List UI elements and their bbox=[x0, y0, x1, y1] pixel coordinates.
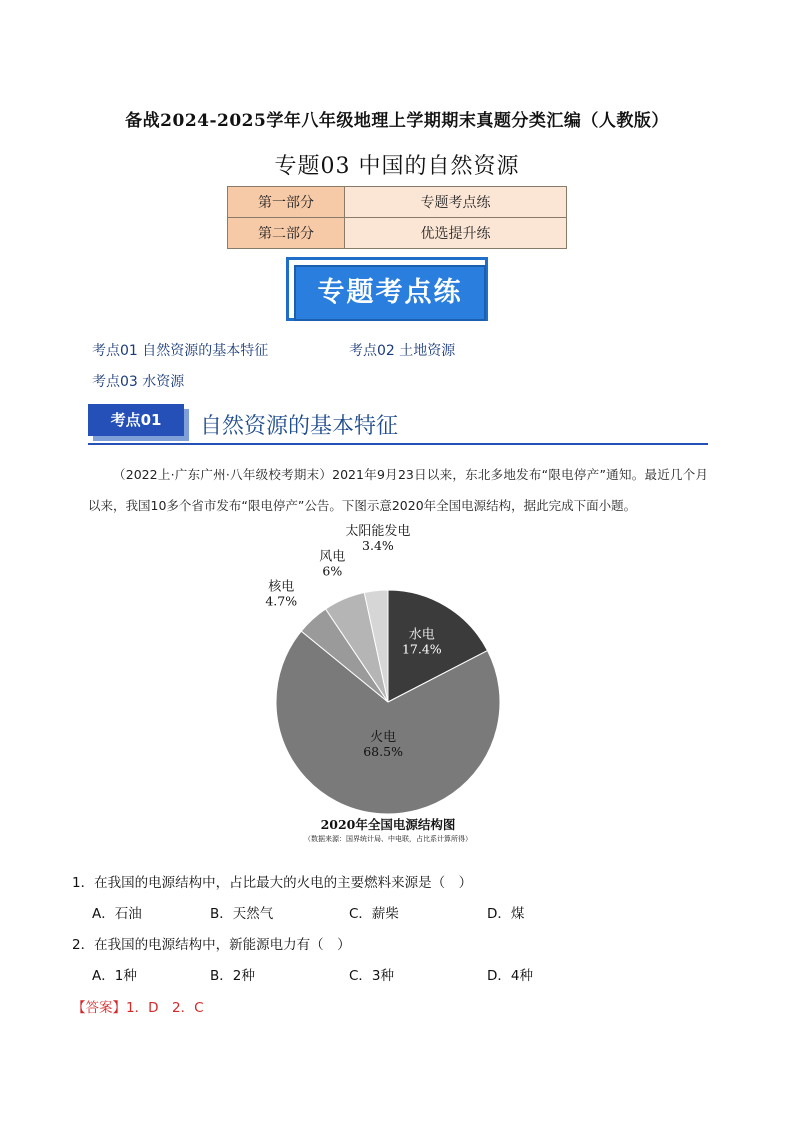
banner-label: 专题考点练 bbox=[294, 265, 486, 321]
pie-slice-label: 风电 bbox=[319, 549, 346, 565]
pie-slice-label: 核电 bbox=[268, 579, 295, 595]
chart-source-note: （数据来源：国界统计局、中电联，占比系计算所得） bbox=[304, 835, 472, 843]
parts-table bbox=[227, 186, 567, 249]
part-label: 第二部分 bbox=[228, 218, 345, 249]
kaodian-link-1[interactable]: 考点01 自然资源的基本特征 bbox=[92, 343, 269, 359]
question-1-option-c[interactable]: C．薪柴 bbox=[349, 906, 399, 922]
question-1-option-d[interactable]: D．煤 bbox=[487, 906, 525, 922]
question-2-option-c[interactable]: C．3种 bbox=[349, 968, 395, 984]
pie-slice-value: 6% bbox=[322, 563, 343, 579]
question-2-option-b[interactable]: B．2种 bbox=[210, 968, 255, 984]
question-2-option-a[interactable]: A．1种 bbox=[92, 968, 137, 984]
document-title: 备战2024-2025学年八年级地理上学期期末真题分类汇编（人教版） bbox=[125, 111, 669, 131]
question-stem: （2022上·广东广州·八年级校考期末）2021年9月23日以来，东北多地发布“限电停产”通知。最近几个月以来，我国10多个省市发布“限电停产”公告。下图示意2020年全国电源结构，据此完成下面小题。 bbox=[88, 467, 708, 513]
pie-slice-label: 火电 bbox=[370, 729, 397, 745]
part-name: 专题考点练 bbox=[345, 187, 567, 218]
section-tag-box bbox=[88, 404, 192, 442]
section-banner bbox=[286, 257, 498, 325]
pie-slices bbox=[276, 590, 500, 814]
answer-key: 【答案】1．D 2．C bbox=[72, 1000, 204, 1016]
kaodian-link-3[interactable]: 考点03 水资源 bbox=[92, 374, 185, 390]
topic-title: 专题03 中国的自然资源 bbox=[274, 154, 520, 179]
table-row bbox=[228, 187, 567, 218]
power-structure-pie-chart bbox=[264, 523, 534, 844]
section-title: 自然资源的基本特征 bbox=[200, 414, 399, 439]
part-name: 优选提升练 bbox=[345, 218, 567, 249]
pie-slice-value: 17.4% bbox=[401, 641, 442, 657]
pie-slice-value: 4.7% bbox=[265, 593, 298, 609]
pie-slice-value: 68.5% bbox=[363, 743, 403, 759]
kaodian-link-2[interactable]: 考点02 土地资源 bbox=[349, 343, 456, 359]
pie-slice-label: 水电 bbox=[408, 627, 435, 643]
chart-title: 2020年全国电源结构图 bbox=[320, 817, 456, 832]
section-tag: 考点01 bbox=[88, 404, 184, 436]
question-1: 1．在我国的电源结构中，占比最大的火电的主要燃料来源是（ ） bbox=[72, 875, 473, 891]
part-label: 第一部分 bbox=[228, 187, 345, 218]
table-row bbox=[228, 218, 567, 249]
pie-slice-value: 3.4% bbox=[362, 537, 394, 553]
pie-slice-label: 太阳能发电 bbox=[345, 523, 411, 539]
question-2-option-d[interactable]: D．4种 bbox=[487, 968, 533, 984]
question-2: 2．在我国的电源结构中，新能源电力有（ ） bbox=[72, 937, 351, 953]
question-1-option-b[interactable]: B．天然气 bbox=[210, 906, 274, 922]
question-1-option-a[interactable]: A．石油 bbox=[92, 906, 142, 922]
section-divider bbox=[88, 443, 708, 445]
